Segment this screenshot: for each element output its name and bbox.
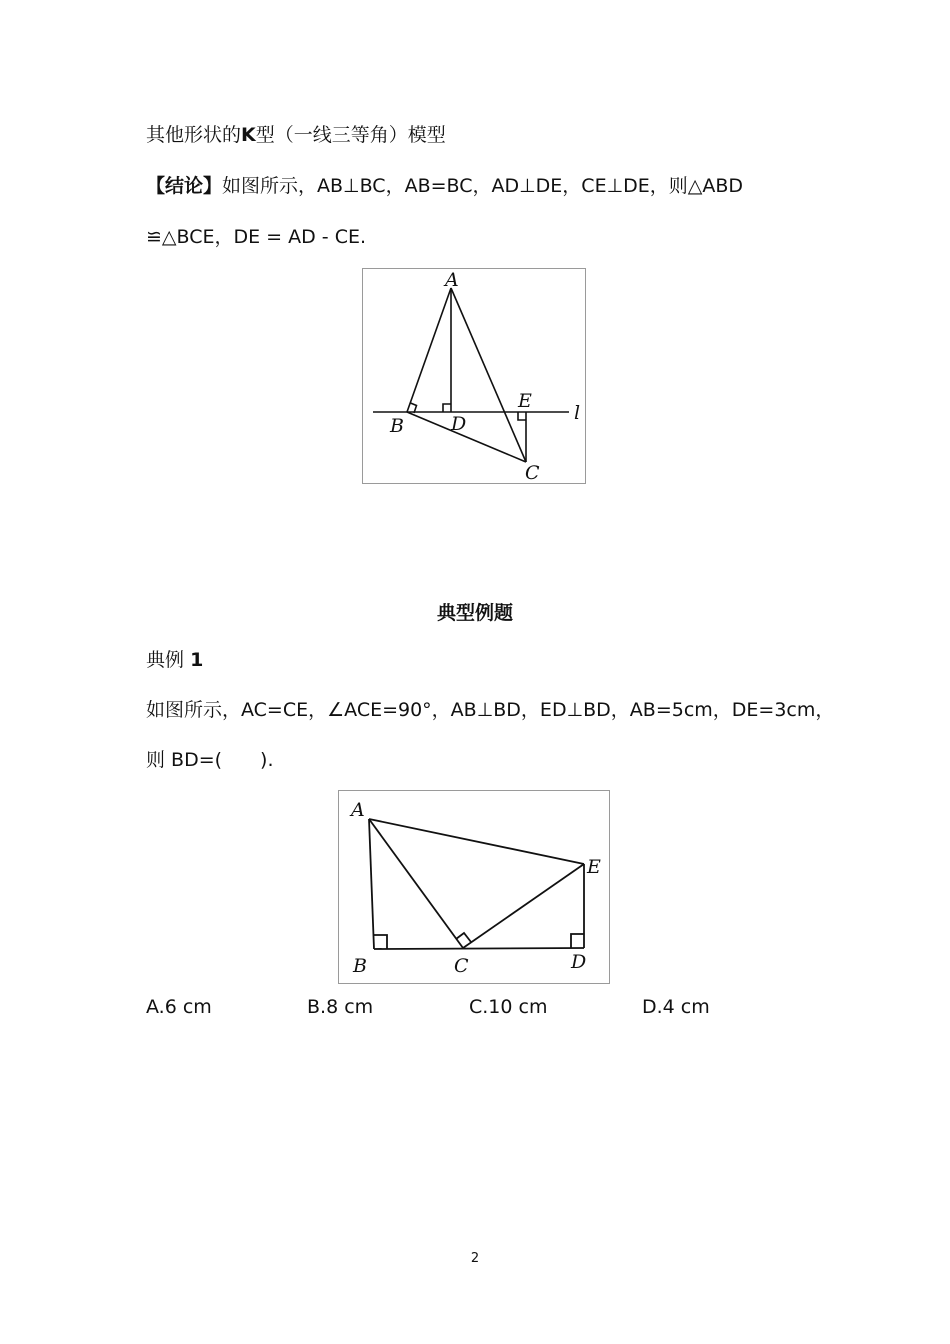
label-a: A [351, 799, 365, 821]
section-heading-post: 型（一线三等角）模型 [255, 124, 446, 146]
option-b[interactable]: B.8 cm [307, 996, 374, 1018]
examples-heading: 典型例题 [436, 602, 513, 624]
right-angle-b [374, 935, 387, 949]
figure-example-1 [338, 790, 610, 984]
label-b: B [390, 415, 404, 437]
segment-ac [369, 819, 463, 948]
label-a: A [445, 269, 459, 291]
label-d: D [451, 413, 467, 435]
label-c: C [454, 955, 469, 977]
option-d[interactable]: D.4 cm [642, 996, 710, 1018]
segment-ab [369, 819, 374, 949]
figure-k-model [362, 268, 586, 484]
conclusion-label: 【结论】 [146, 175, 223, 197]
label-c: C [525, 462, 540, 483]
segment-ab [407, 288, 451, 412]
example-line-2: 则 BD=( ). [146, 749, 274, 771]
conclusion-line-2 [146, 225, 366, 249]
section-heading [146, 123, 446, 147]
example-title [146, 648, 203, 672]
label-b: B [353, 955, 367, 977]
right-angle-e [518, 412, 526, 420]
figure-k-model-svg [363, 269, 585, 483]
label-e: E [587, 856, 601, 878]
conclusion-text-1: 如图所示，AB⊥BC，AB=BC，AD⊥DE，CE⊥DE，则△ABD [222, 175, 744, 197]
label-e: E [518, 390, 532, 412]
right-angle-d [443, 404, 451, 412]
option-a[interactable]: A.6 cm [146, 996, 212, 1018]
segment-bd [374, 948, 584, 949]
label-l: l [574, 402, 581, 424]
example-title-prefix: 典例 [146, 649, 185, 671]
example-line-1: 如图所示，AC=CE，∠ACE=90°，AB⊥BD，ED⊥BD，AB=5cm，DE=3cm， [146, 699, 835, 721]
right-angle-d [571, 934, 584, 948]
section-heading-pre: 其他形状的 [146, 124, 242, 146]
example-number: 1 [190, 649, 204, 671]
segment-ce [463, 864, 584, 948]
label-d: D [571, 951, 587, 973]
conclusion-line-1 [146, 174, 743, 198]
option-c[interactable]: C.10 cm [469, 996, 548, 1018]
section-heading-k: K [241, 124, 256, 146]
conclusion-text-2: ≌△BCE，DE = AD - CE. [146, 226, 367, 248]
page-number: 2 [470, 1251, 480, 1266]
figure-example-1-svg [339, 791, 609, 983]
segment-ae [369, 819, 584, 864]
